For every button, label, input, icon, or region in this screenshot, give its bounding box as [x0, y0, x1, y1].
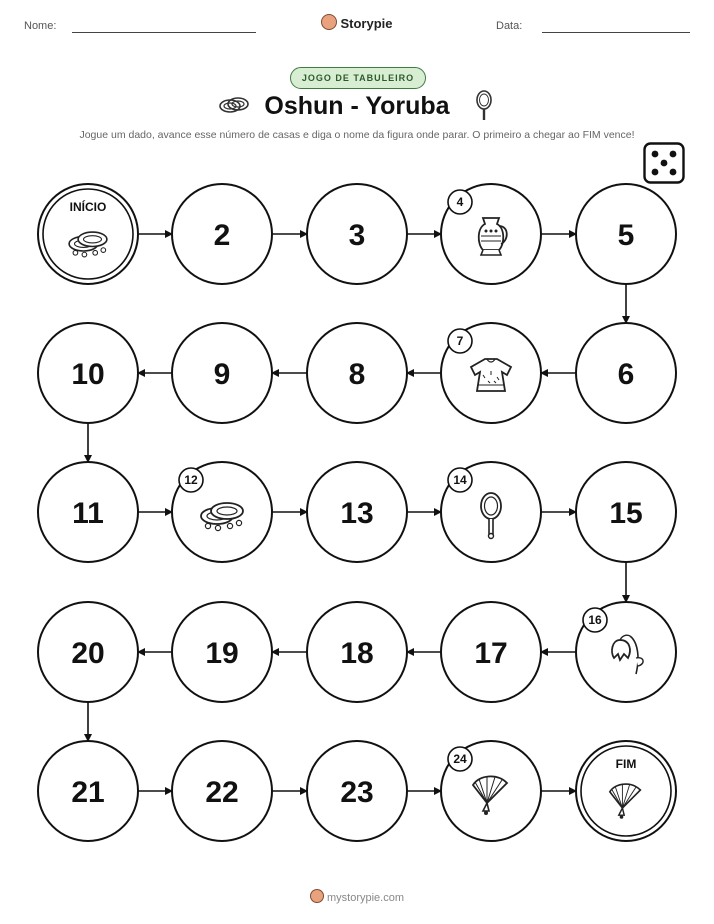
square-number: 21 [71, 776, 105, 809]
footer-url: mystorypie.com [326, 892, 405, 904]
square-number: 14 [453, 473, 467, 487]
footer [0, 889, 714, 904]
board-square-11 [38, 462, 138, 562]
board-square-3 [307, 184, 407, 284]
square-number: 22 [205, 776, 239, 809]
brand-name: Storypie [340, 16, 393, 31]
square-number: 3 [348, 219, 366, 252]
square-number: 2 [213, 219, 231, 252]
board-square-5 [576, 184, 676, 284]
board-square-17 [441, 602, 541, 702]
square-number: 16 [588, 613, 602, 627]
square-number: 23 [340, 776, 374, 809]
instructions: Jogue um dado, avance esse número de casas e diga o nome da figura onde parar. O primeiro a chegar ao FIM vence! [79, 129, 635, 141]
square-number: 9 [213, 358, 231, 391]
square-number: 24 [453, 752, 467, 766]
square-number: 18 [340, 637, 374, 670]
board-square-12 [172, 462, 272, 562]
board-square-6 [576, 323, 676, 423]
square-number: 15 [609, 497, 643, 530]
board-square-9 [172, 323, 272, 423]
board-square-22 [172, 741, 272, 841]
category-badge: JOGO DE TABULEIRO [290, 67, 426, 89]
square-number: 13 [340, 497, 374, 530]
board-square-25 [576, 741, 676, 841]
board-square-7 [441, 323, 541, 423]
square-number: 17 [474, 637, 508, 670]
start-label: INÍCIO [69, 200, 107, 214]
page-title: Oshun - Yoruba [264, 92, 450, 120]
board-square-8 [307, 323, 407, 423]
date-label: Data: [496, 20, 523, 32]
board-square-24 [441, 741, 541, 841]
board-square-20 [38, 602, 138, 702]
square-number: 11 [72, 497, 104, 530]
square-number: 20 [71, 637, 105, 670]
square-number: 8 [348, 358, 366, 391]
square-number: 4 [456, 195, 464, 209]
square-number: 12 [184, 473, 198, 487]
bear-icon [310, 889, 324, 903]
board-square-15 [576, 462, 676, 562]
square-number: 19 [205, 637, 239, 670]
board-square-18 [307, 602, 407, 702]
name-label: Nome: [24, 20, 57, 32]
square-number: 10 [71, 358, 105, 391]
square-number: 6 [617, 358, 635, 391]
board-square-19 [172, 602, 272, 702]
board-square-23 [307, 741, 407, 841]
board-square-13 [307, 462, 407, 562]
board-square-1 [38, 184, 138, 284]
board-square-14 [441, 462, 541, 562]
square-number: 7 [456, 334, 464, 348]
board-square-16 [576, 602, 676, 702]
board-square-10 [38, 323, 138, 423]
board-square-2 [172, 184, 272, 284]
end-label: FIM [615, 757, 637, 771]
square-number: 5 [617, 219, 635, 252]
board-square-21 [38, 741, 138, 841]
board-square-4 [441, 184, 541, 284]
